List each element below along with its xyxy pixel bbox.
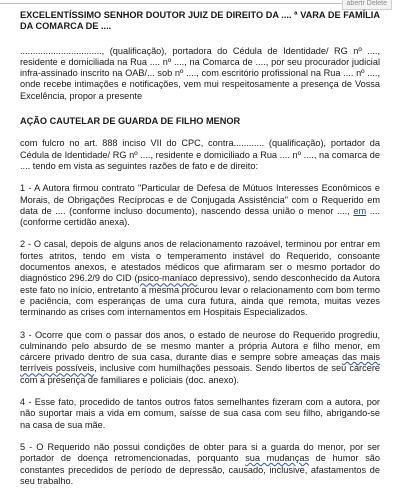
paragraph-3 xyxy=(20,330,380,386)
paragraph-4: 4 - Esse fato, procedido de tantos outros fatos semelhantes fizeram com a autora, por não suportar mais a vida em comum, saísse de sua casa com seu filho, abrigando-se na casa de sua mãe. xyxy=(20,397,380,430)
grammar-underline[interactable]: das mais terríveis possíveis xyxy=(20,352,380,374)
paragraph-2-tail: depressivo), sendo desconhecido da Autora este fato no início, entretanto a mesma procurou levar o relacionamento com bom termo e paciência, com esperanças de uma cura futura, ainda que remota, muitas vezes terminando as crises com internamentos em Hospitais Especializados. xyxy=(20,273,380,318)
grammar-underline-2[interactable]: sua mudanças xyxy=(245,453,310,464)
intro-paragraph: ................................, (qualificação), portadora do Cédula de Identidade/ RG nº ...., residente e domiciliada na Rua .... nº ...., na Comarca de ...., por seu procurador judicial infra-assinado inscrito na OAB/... sob nº ...., com escritório profissional na Rua .... nº ...., onde recebe intimações e notificações, vem mui respeitosamente a presença de Vossa Excelência, propor a presente xyxy=(20,45,380,101)
paragraph-3-text: 3 - Ocorre que com o passar dos anos, o estado de neurose do Requerido progrediu, culminando pelo absurdo de se mesmo manter a própria Autora e filho menor, em cárcere privado dentro de sua casa, durante dias e sempre sobre ameaças xyxy=(20,329,380,363)
court-heading: EXCELENTÍSSIMO SENHOR DOUTOR JUIZ DE DIREITO DA .... ª VARA DE FAMÍLIA DA COMARCA DE .... xyxy=(20,10,380,32)
paragraph-1-text: 1 - A Autora firmou contrato "Particular de Defesa de Mútuos Interesses Econômicos e Morais, de Obrigações Recíprocas e de Conjugada Assistência" com o Requerido em data de .... (conforme incluso documento), nascendo dessa união o menor ...., xyxy=(20,183,380,216)
hyperlink-em[interactable]: em xyxy=(353,205,367,216)
basis-paragraph: com fulcro no art. 888 inciso VII do CPC, contra............ (qualificação), portador da Cédula de Identidade/ RG nº ...., residente e domiciliado a Rua .... nº ...., na comarca de .... tendo em vista as seguintes razões de fato e de direito: xyxy=(20,138,380,171)
paragraph-5 xyxy=(20,442,380,487)
action-title: AÇÃO CAUTELAR DE GUARDA DE FILHO MENOR xyxy=(20,116,241,127)
header-divider xyxy=(0,3,346,4)
paragraph-1-tail: .... (conforme certidão anexa). xyxy=(20,205,380,228)
spellcheck-underline[interactable]: psico-maníaco xyxy=(137,273,198,284)
paragraph-2-text: 2 - O casal, depois de alguns anos de relacionamento razoável, terminou por entrar em fortes atritos, tendo em vista o temperamento instável do Requerido, consoante documentos anexos, e atestados médicos que afirmaram ser o mesmo portador do diagnóstico 296.2/9 do CID ( xyxy=(20,239,380,284)
paragraph-1 xyxy=(20,183,380,228)
paragraph-3-tail: , inclusive com humilhações pessoais. Sendo libertos de seu cárcere com a presença de familiares e policiais (doc. anexo). xyxy=(20,363,380,385)
paragraph-5-tail: de humor são constantes precedidos de período de depressão, causado, inclusive, afastamentos de seu trabalho. xyxy=(20,453,381,486)
document-body xyxy=(20,10,380,498)
paragraph-5-text: 5 - O Requerido não possui condições de obter para si a guarda do menor, por ser portador de doença retromencionadas, porquanto xyxy=(20,441,380,464)
edit-tab-label[interactable]: abertr Delete xyxy=(342,0,392,10)
paragraph-2 xyxy=(20,239,380,318)
